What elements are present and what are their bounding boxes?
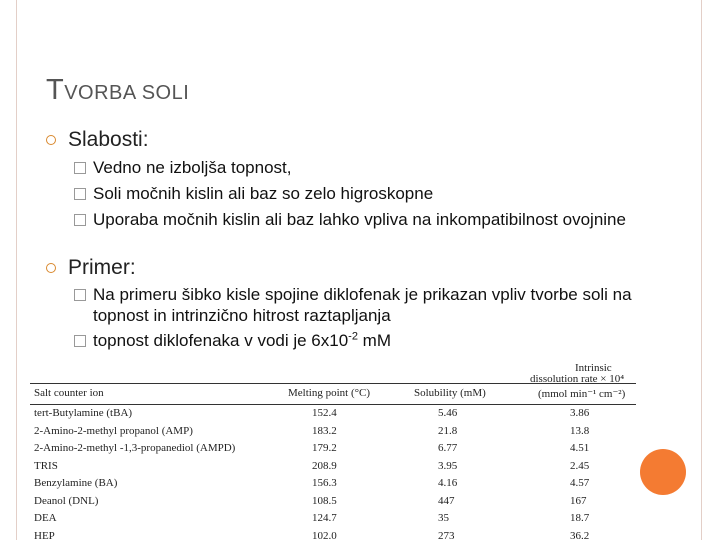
cell-salt: HEP bbox=[34, 529, 55, 542]
title-rest: VORBA SOLI bbox=[64, 82, 190, 104]
table-row bbox=[30, 425, 636, 441]
title-initial: T bbox=[46, 74, 65, 106]
cell-solubility: 447 bbox=[438, 494, 455, 507]
sub-bullet-text: Uporaba močnih kislin ali baz lahko vpliva na inkompatibilnost ovojnine bbox=[93, 210, 626, 229]
solubility-prefix: topnost diklofenaka v vodi je 6x10 bbox=[93, 331, 349, 350]
header-rate-line1: Intrinsic bbox=[575, 362, 612, 374]
cell-salt: 2-Amino-2-methyl -1,3-propanediol (AMPD) bbox=[34, 442, 236, 454]
cell-rate: 36.2 bbox=[570, 529, 590, 542]
orange-circle-decoration bbox=[640, 449, 686, 495]
cell-salt: Benzylamine (BA) bbox=[34, 477, 118, 489]
sub-bullet bbox=[74, 209, 633, 230]
sub-bullet-text: Na primeru šibko kisle spojine diklofenak je prikazan vpliv tvorbe soli na topnost in intrinzično hitrost raztapljanja bbox=[93, 285, 632, 325]
solubility-unit: mM bbox=[357, 331, 391, 350]
box-bullet-icon bbox=[74, 335, 86, 347]
cell-melting-point: 183.2 bbox=[312, 424, 337, 437]
cell-solubility: 5.46 bbox=[438, 407, 458, 419]
sub-bullet bbox=[74, 284, 673, 326]
cell-rate: 3.86 bbox=[570, 407, 590, 419]
table-row bbox=[30, 460, 636, 476]
cell-salt: Deanol (DNL) bbox=[34, 494, 99, 507]
cell-melting-point: 152.4 bbox=[312, 407, 337, 419]
cell-solubility: 35 bbox=[438, 512, 449, 524]
header-salt: Salt counter ion bbox=[34, 387, 104, 399]
box-bullet-icon bbox=[74, 289, 86, 301]
table-row bbox=[30, 530, 636, 546]
cell-rate: 4.51 bbox=[570, 442, 590, 454]
salt-data-table bbox=[30, 360, 638, 540]
cell-melting-point: 102.0 bbox=[312, 529, 337, 542]
slide-title bbox=[46, 74, 189, 107]
cell-melting-point: 124.7 bbox=[312, 512, 337, 524]
sub-bullet bbox=[74, 183, 683, 204]
cell-melting-point: 208.9 bbox=[312, 459, 337, 472]
cell-melting-point: 156.3 bbox=[312, 477, 337, 489]
cell-rate: 2.45 bbox=[570, 459, 590, 472]
cell-salt: TRIS bbox=[34, 459, 58, 472]
table-row bbox=[30, 477, 636, 493]
box-bullet-icon bbox=[74, 188, 86, 200]
cell-melting-point: 179.2 bbox=[312, 442, 337, 454]
sub-bullet bbox=[74, 157, 683, 178]
cell-salt: 2-Amino-2-methyl propanol (AMP) bbox=[34, 424, 193, 437]
cell-rate: 167 bbox=[570, 494, 587, 507]
bullet-primer bbox=[46, 256, 136, 280]
cell-rate: 13.8 bbox=[570, 424, 590, 437]
cell-solubility: 21.8 bbox=[438, 424, 458, 437]
cell-solubility: 6.77 bbox=[438, 442, 458, 454]
cell-solubility: 4.16 bbox=[438, 477, 458, 489]
cell-melting-point: 108.5 bbox=[312, 494, 337, 507]
table-row bbox=[30, 512, 636, 528]
solubility-exponent: -2 bbox=[348, 330, 358, 343]
sub-bullet-text: Vedno ne izboljša topnost, bbox=[93, 158, 292, 177]
header-solubility: Solubility (mM) bbox=[414, 387, 486, 399]
box-bullet-icon bbox=[74, 214, 86, 226]
cell-rate: 4.57 bbox=[570, 477, 590, 489]
header-melting-point: Melting point (°C) bbox=[288, 387, 371, 399]
sub-bullet-text: Soli močnih kislin ali baz so zelo higroskopne bbox=[93, 184, 434, 203]
cell-solubility: 3.95 bbox=[438, 459, 458, 472]
ring-bullet-icon bbox=[46, 263, 56, 273]
bullet-label: Slabosti: bbox=[68, 128, 149, 151]
cell-rate: 18.7 bbox=[570, 512, 590, 524]
sub-bullet bbox=[74, 330, 683, 351]
box-bullet-icon bbox=[74, 162, 86, 174]
table-row bbox=[30, 442, 636, 458]
ring-bullet-icon bbox=[46, 135, 56, 145]
header-rate-line3: (mmol min⁻¹ cm⁻²) bbox=[538, 388, 626, 400]
table-row bbox=[30, 407, 636, 423]
table-row bbox=[30, 495, 636, 511]
bullet-slabosti bbox=[46, 128, 149, 152]
cell-solubility: 273 bbox=[438, 529, 455, 542]
cell-salt: DEA bbox=[34, 512, 57, 524]
sub-bullet-text bbox=[93, 330, 683, 351]
cell-salt: tert-Butylamine (tBA) bbox=[34, 407, 133, 419]
header-rate-line2: dissolution rate × 10⁴ bbox=[530, 373, 625, 385]
bullet-label: Primer: bbox=[68, 256, 136, 279]
table-header-rule bbox=[30, 404, 636, 405]
